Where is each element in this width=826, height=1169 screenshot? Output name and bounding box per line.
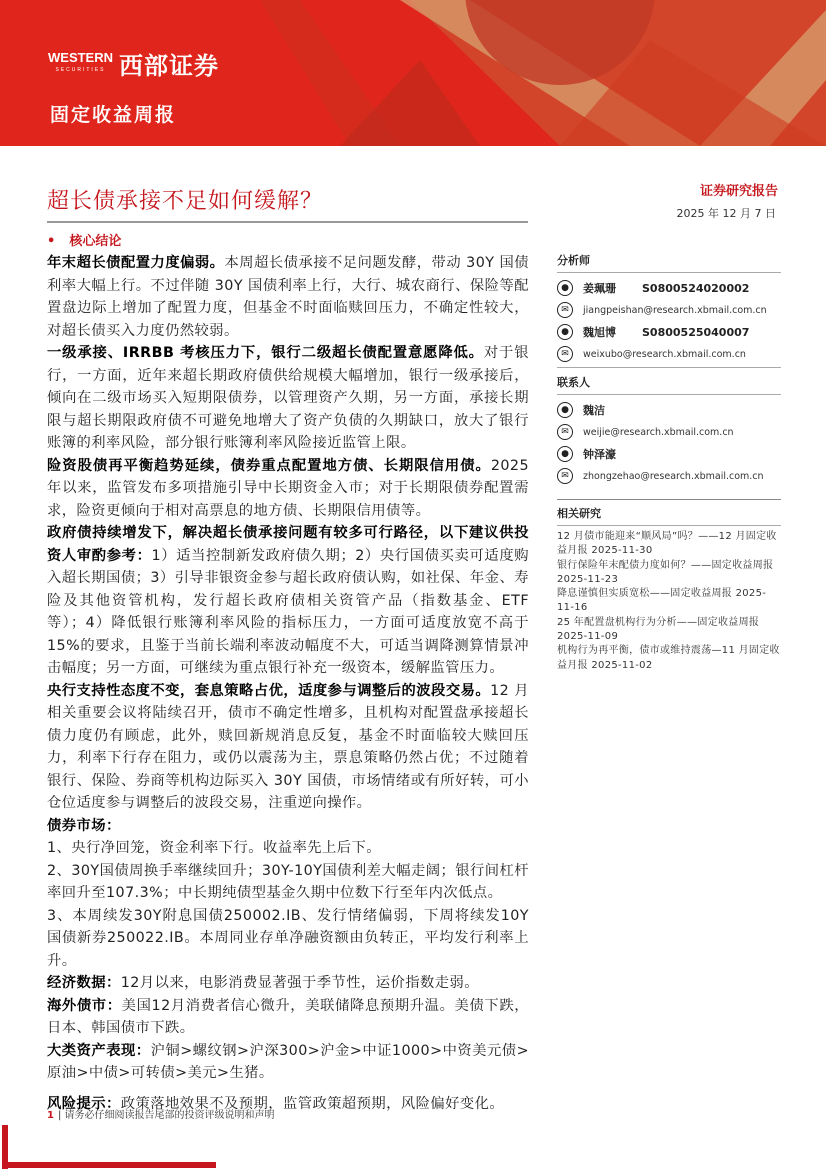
company-logo: WESTERN SECURITIES 西部证券 xyxy=(48,49,219,80)
paragraph xyxy=(47,455,529,523)
header-banner xyxy=(0,0,826,146)
person-icon: ● xyxy=(557,402,573,418)
paragraph xyxy=(47,995,529,1040)
paragraph-lead: 年末超长债配置力度偏弱。 xyxy=(47,255,225,271)
mail-icon: ✉ xyxy=(557,424,573,440)
report-series: 固定收益周报 xyxy=(50,104,177,126)
paragraph-text: 1）适当控制新发政府债久期；2）央行国债买卖可适度购入超长期国债；3）引导非银资金参与超长政府债认购，如社保、年金、寿险及其他资管机构，发行超长政府债相关资管产品（指数基金、ETF 等）；4）降低银行账簿利率风险的指标压力，一方面可适度放宽不高于 15%的要求，且鉴于当前长端利率波动幅度不大，可适当调降测算情景冲击幅度；另一方面，可继续为重点银行补充一级资本，缓解监管压力。 xyxy=(47,547,529,676)
paragraph-text: 美国12月消费者信心微升，美联储降息预期升温。美债下跌，日本、韩国债市下跌。 xyxy=(47,997,530,1036)
related-report-link[interactable]: 25 年配置盘机构行为分析——固定收益周报 2025-11-09 xyxy=(557,616,760,643)
person-name: 魏洁 xyxy=(583,404,605,417)
related-report-link[interactable]: 机构行为再平衡，债市或维持震荡—11 月固定收益月报 2025-11-02 xyxy=(557,645,780,671)
disclaimer: 请务必仔细阅读报告尾部的投资评级说明和声明 xyxy=(64,1110,275,1121)
bullet-icon: • xyxy=(47,234,56,249)
paragraph xyxy=(47,837,529,860)
email-link[interactable]: zhongzehao@research.xbmail.com.cn xyxy=(583,470,764,482)
certificate-number: S0800525040007 xyxy=(642,325,750,339)
report-date: 2025 年 12 月 7 日 xyxy=(676,207,776,220)
person-row xyxy=(557,277,781,299)
certificate-number: S0800524020002 xyxy=(642,281,750,295)
paragraph xyxy=(47,860,529,905)
person-row xyxy=(557,321,781,343)
paragraph xyxy=(47,522,529,680)
paragraph-text: 政策落地效果不及预期，监管政策超预期，风险偏好变化。 xyxy=(120,1095,505,1112)
person-icon: ● xyxy=(557,324,573,340)
paragraph-lead: 央行支持性态度不变，套息策略占优，适度参与调整后的波段交易。 xyxy=(47,682,491,699)
related-title: 相关研究 xyxy=(557,505,781,526)
email-link[interactable]: weixubo@research.xbmail.com.cn xyxy=(583,348,746,360)
paragraph-lead: 海外债市： xyxy=(47,997,122,1014)
paragraph-lead: 经济数据： xyxy=(47,975,121,991)
related-report-link[interactable]: 银行保险年末配债力度如何？——固定收益周报 2025-11-23 xyxy=(557,559,774,585)
analysts-title: 分析师 xyxy=(557,252,781,273)
paragraph xyxy=(47,815,529,838)
paragraph-lead: 一级承接、IRRBB 考核压力下，银行二级超长债配置意愿降低。 xyxy=(47,345,484,361)
person-icon: ● xyxy=(557,446,573,462)
paragraph-text: 12月以来，电影消费显著强于季节性，运价指数走弱。 xyxy=(120,975,480,991)
person-name: 魏旭博 xyxy=(583,326,616,339)
mail-icon: ✉ xyxy=(557,302,573,318)
paragraph xyxy=(47,1040,529,1085)
paragraph-text: 2025 年以来，监管发布多项措施引导中长期资金入市；对于长期限债券配置需求，险资更倾向于相对高票息的地方债、长期限信用债等。 xyxy=(47,457,529,519)
paragraph-text: 对于银行，一方面，近年来超长期政府债供给规模大幅增加，银行一级承接后，倾向在二级市场买入短期限债券，以管理资产久期，另一方面，承接长期限与超长期限政府债不可避免地增大了资产负债的久期缺口，放大了银行账簿的利率风险，部分银行账簿利率风险接近监管上限。 xyxy=(47,345,529,451)
main-content xyxy=(47,252,529,1115)
paragraph xyxy=(47,342,529,455)
corner-decoration-bottom xyxy=(2,1162,216,1168)
paragraph-lead: 债券市场： xyxy=(47,817,121,834)
page-number: 1 xyxy=(47,1110,54,1121)
contacts-title: 联系人 xyxy=(557,374,781,395)
person-name: 钟泽濠 xyxy=(583,448,616,461)
paragraph-text: 3、本周续发30Y附息国债250002.IB、发行情绪偏弱，下周将续发10Y国债新券250022.IB。本周同业存单净融资额由负转正，平均发行利率上升。 xyxy=(47,907,529,969)
related-report-link[interactable]: 12 月债市能迎来“顺风局”吗？——12 月固定收益月报 2025-11-30 xyxy=(557,531,777,557)
paragraph xyxy=(47,972,529,995)
paragraph-lead: 险资股债再平衡趋势延续，债券重点配置地方债、长期限信用债。 xyxy=(47,457,491,474)
paragraph-lead: 大类资产表现： xyxy=(47,1042,151,1059)
person-icon: ● xyxy=(557,280,573,296)
paragraph-lead: 风险提示： xyxy=(47,1095,121,1112)
paragraph-text: 沪铜>螺纹钢>沪深300>沪金>中证1000>中资美元债>原油>中债>可转债>美元>生猪。 xyxy=(47,1042,529,1081)
person-row xyxy=(557,399,781,421)
footer: 1 | 请务必仔细阅读报告尾部的投资评级说明和声明 xyxy=(47,1110,275,1121)
paragraph-text: 12 月相关重要会议将陆续召开，债市不确定性增多，且机构对配置盘承接超长债力度仍有顾虑，此外，赎回新规消息反复，基金不时面临较大赎回压力，利率下行存在阻力，或仍以震荡为主，票息策略仍然占优；不过随着银行、保险、券商等机构边际买入 30Y 国债，市场情绪或有所好转，可小仓位适度参与调整后的波段交易，注重逆向操作。 xyxy=(47,682,529,811)
email-row xyxy=(557,465,781,487)
email-link[interactable]: jiangpeishan@research.xbmail.com.cn xyxy=(583,304,767,316)
person-name: 姜珮珊 xyxy=(583,282,616,295)
paragraph-lead: 政府债持续增发下，解决超长债承接问题有较多可行路径，以下建议供投资人审酌参考： xyxy=(47,525,529,564)
section-heading: • 核心结论 xyxy=(47,234,122,249)
mail-icon: ✉ xyxy=(557,346,573,362)
paragraph-text: 1、央行净回笼，资金利率下行。收益率先上后下。 xyxy=(47,840,381,856)
person-row xyxy=(557,443,781,465)
email-row xyxy=(557,421,781,443)
related-report-link[interactable]: 降息谨慎但实质宽松——固定收益周报 2025-11-16 xyxy=(557,588,767,614)
email-link[interactable]: weijie@research.xbmail.com.cn xyxy=(583,426,734,438)
report-type: 证券研究报告 xyxy=(699,184,778,199)
sidebar xyxy=(557,252,781,673)
paragraph xyxy=(47,905,529,973)
paragraph-text: 本周超长债承接不足问题发酵，带动 30Y 国债利率大幅上行。不过伴随 30Y 国债利率上行，大行、城农商行、保险等配置盘边际上增加了配置力度，但基金不时面临赎回压力，不确定性较大，对超长债买入力度仍然较弱。 xyxy=(47,255,529,339)
title-divider xyxy=(47,221,528,223)
paragraph-text: 2、30Y国债周换手率继续回升；30Y-10Y国债利差大幅走阔；银行间杠杆率回升至107.3%；中长期纯债型基金久期中位数下行至年内次低点。 xyxy=(47,862,529,901)
email-row xyxy=(557,299,781,321)
mail-icon: ✉ xyxy=(557,468,573,484)
paragraph xyxy=(47,252,529,342)
report-title: 超长债承接不足如何缓解？ xyxy=(47,189,324,214)
paragraph xyxy=(47,680,529,815)
email-row xyxy=(557,343,781,365)
